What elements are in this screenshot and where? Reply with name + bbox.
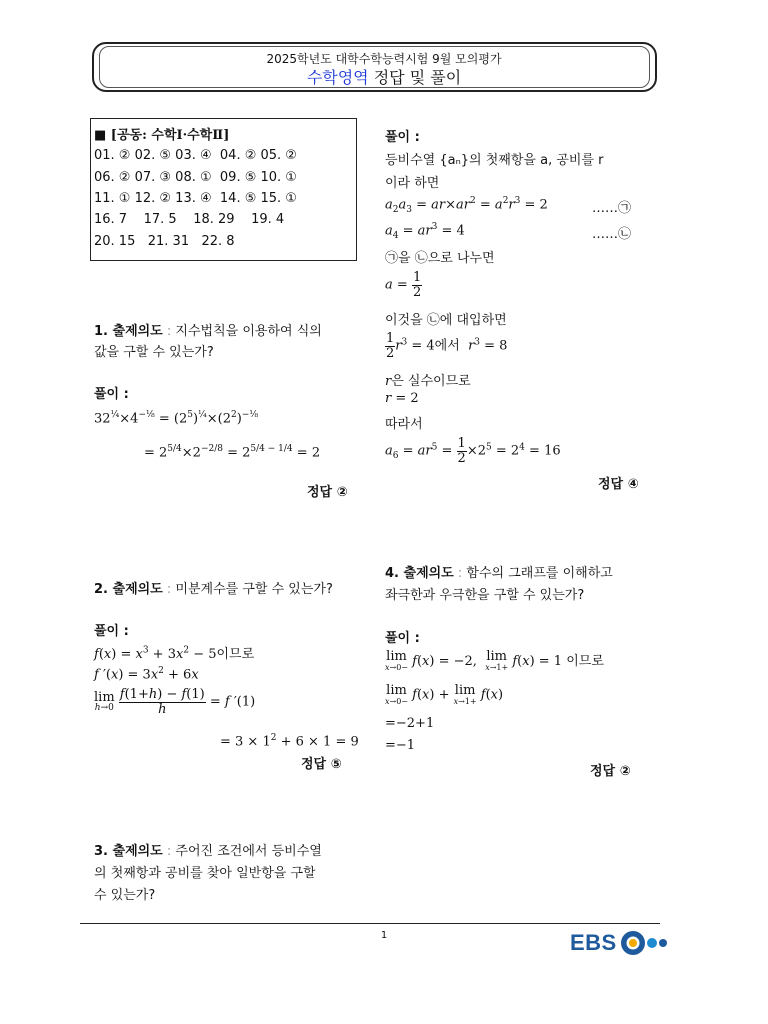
q3-equation-5: r = 2 — [385, 391, 419, 406]
q2-answer: 정답 ⑤ — [301, 757, 342, 772]
answer-key-row: 01. ② 02. ⑤ 03. ④ 04. ② 05. ② — [94, 148, 297, 163]
q4-equation-2: lim x→0− f(x) + lim x→1+ f(x) — [385, 683, 504, 706]
ebs-logo-text: EBS — [570, 930, 617, 955]
answer-key-row: 20. 15 21. 31 22. 8 — [94, 234, 235, 249]
q3-substitute-text: 이것을 ㉡에 대입하면 — [385, 313, 507, 328]
q4-equation-3: =−2+1 — [385, 716, 435, 731]
q3-solution-line: 이라 하면 — [385, 176, 440, 191]
answer-title: 정답 및 풀이 — [368, 68, 462, 87]
q4-equation-4: =−1 — [385, 738, 416, 753]
q1-intent: 1. 출제의도 : 지수법칙을 이용하여 식의 — [94, 324, 322, 339]
q1-equation-1: $32^{\frac{1}{4}}\times 4^{-\frac{1}{8}} = (2^5)^{\frac{1}{4}}\times(2^2)^{-\frac{1}{8}}$ — [94, 410, 259, 427]
ebs-logo-icon — [620, 929, 670, 957]
answer-key-row: 16. 7 17. 5 18. 29 19. 4 — [94, 212, 285, 227]
q1-solution-label: 풀이 : — [94, 387, 129, 402]
q3-therefore: 따라서 — [385, 417, 423, 432]
footer-divider — [80, 923, 660, 924]
q2-equation-1: $f(x) = x^3 + 3x^2 - 5$이므로 — [94, 645, 255, 662]
q1-answer: 정답 ② — [307, 485, 348, 500]
q3-solution-line: 등비수열 {aₙ}의 첫째항을 a, 공비를 r — [385, 153, 604, 168]
exam-title: 2025학년도 대학수학능력시험 9월 모의평가 — [266, 52, 502, 66]
q3-divide-text: ㉠을 ㉡으로 나누면 — [385, 251, 495, 266]
q2-solution-label: 풀이 : — [94, 624, 129, 639]
q3-intent: 3. 출제의도 : 주어진 조건에서 등비수열 — [94, 844, 322, 859]
q4-equation-1: lim x→0− f(x) = −2, lim x→1+ f(x) = 1 이므로 — [385, 649, 604, 673]
q3-equation-3: a = $\frac{1}{2}$ — [385, 270, 422, 300]
q3-equation-6: $a_6 = ar^5$ = $\frac{1}{2}$ $\times 2^5 = 2^4 = 16$ — [385, 436, 561, 466]
q3-equation-4: $\frac{1}{2}$ $r^3 = 4$에서 $r^3 = 8$ — [386, 331, 508, 361]
q3-solution-label: 풀이 : — [385, 130, 420, 145]
q4-answer: 정답 ② — [590, 764, 631, 779]
q1-equation-2: = $2^{5/4}\times 2^{-2/8} = 2^{5/4 - 1/4} = 2$ — [144, 444, 321, 461]
q3-equation-1: $a_2a_3 = ar\times ar^2 = a^2r^3 = 2$ — [385, 196, 548, 215]
q3-real-text: r은 실수이므로 — [385, 374, 471, 389]
q4-solution-label: 풀이 : — [385, 631, 420, 646]
page-title — [0, 65, 768, 88]
q3-marker-2: ……㉡ — [592, 227, 632, 242]
q1-intent-cont: 값을 구할 수 있는가? — [94, 345, 214, 360]
answer-key-row: 06. ② 07. ③ 08. ① 09. ⑤ 10. ① — [94, 170, 297, 185]
q4-intent: 4. 출제의도 : 함수의 그래프를 이해하고 — [385, 566, 613, 581]
q2-intent: 2. 출제의도 : 미분계수를 구할 수 있는가? — [94, 582, 333, 597]
q3-equation-2: $a_4 = ar^3 = 4$ — [385, 222, 465, 241]
q3-intent-cont: 수 있는가? — [94, 888, 156, 903]
q2-equation-4: = $3 \times 1^2 + 6 \times 1 = 9$ — [220, 733, 359, 750]
answer-key-heading: ■ [공동: 수학Ⅰ·수학Ⅱ] — [94, 128, 230, 143]
page-number: 1 — [380, 930, 388, 941]
answer-key-row: 11. ① 12. ② 13. ④ 14. ⑤ 15. ① — [94, 191, 297, 206]
q3-answer: 정답 ④ — [598, 477, 639, 492]
q3-intent-cont: 의 첫째항과 공비를 찾아 일반항을 구할 — [94, 866, 316, 881]
q2-equation-2: f $'(x) = 3x^2 + 6x$ — [94, 666, 199, 683]
q3-marker-1: ……㉠ — [592, 201, 632, 216]
q4-intent-cont: 좌극한과 우극한을 구할 수 있는가? — [385, 588, 585, 603]
subject-name: 수학영역 — [306, 68, 369, 87]
q2-equation-3: lim h→0 $\frac{f(1+h) - f(1)}{h}$ = f ′(1) — [94, 687, 256, 717]
